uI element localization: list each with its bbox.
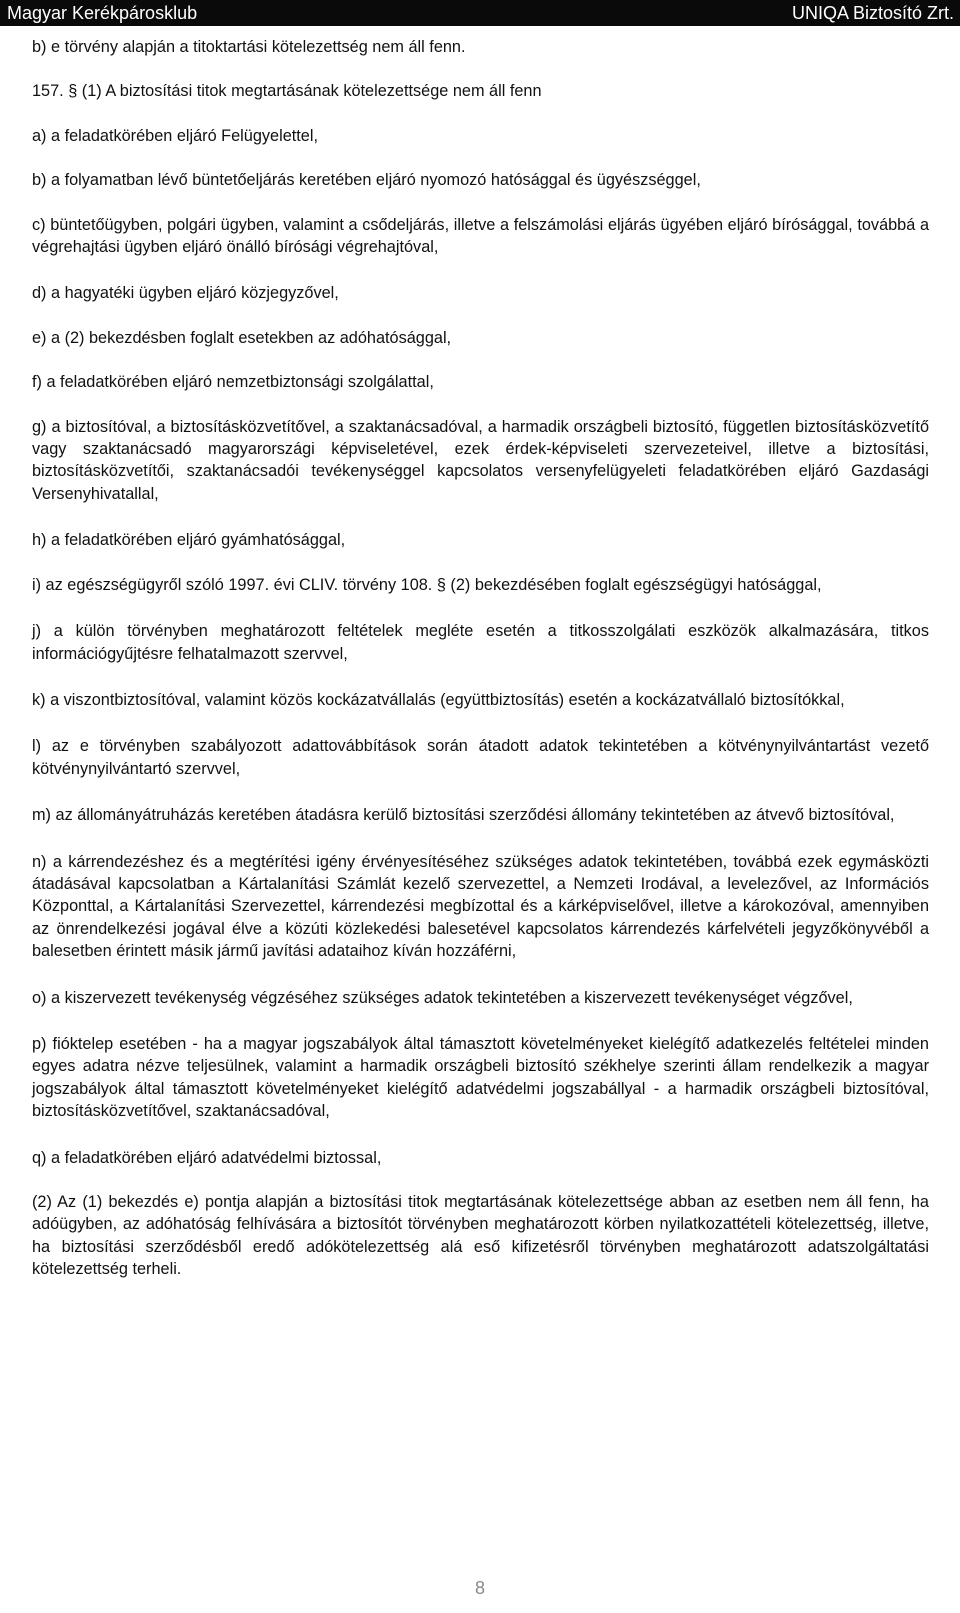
section-157-1-intro: 157. § (1) A biztosítási titok megtartásának kötelezettsége nem áll fenn xyxy=(32,82,542,101)
header-org-right: UNIQA Biztosító Zrt. xyxy=(791,3,954,23)
page-header xyxy=(0,0,960,26)
list-item-o: o) a kiszervezett tevékenység végzéséhez szükséges adatok tekintetében a kiszervezett tevékenységet végzővel, xyxy=(32,988,853,1007)
list-item-d: d) a hagyatéki ügyben eljáró közjegyzővel, xyxy=(32,284,339,303)
paragraph-b-no-obligation: b) e törvény alapján a titoktartási kötelezettség nem áll fenn. xyxy=(32,38,466,56)
list-item-f: f) a feladatkörében eljáró nemzetbiztonsági szolgálattal, xyxy=(32,373,434,392)
list-item-p: p) fióktelep esetében - ha a magyar jogszabályok által támasztott követelményeket kielégítő adatkezelés feltételei minden egyes adatra nézve teljesülnek, valamint a harmadik országbeli biztosító székhelye szerinti állam rendelkezik a magyar jogszabályok által támasztott követelményeket kielégítő adatvédelmi jogszabállyal - a harmadik országbeli biztosítóval, biztosításközvetítővel, szaktanácsadóval, xyxy=(32,1034,929,1121)
list-item-k: k) a viszontbiztosítóval, valamint közös kockázatvállalás (együttbiztosítás) esetén a kockázatvállaló biztosítókkal, xyxy=(32,690,845,709)
page-number: 8 xyxy=(474,1578,485,1598)
list-item-g: g) a biztosítóval, a biztosításközvetítővel, a szaktanácsadóval, a harmadik országbeli biztosító, független biztosításközvetítő vagy szaktanácsadó magyarországi képviseletével, ezek érdek-képviseleti szervezeteivel, illetve a biztosítási, biztosításközvetítői, szaktanácsadói tevékenységgel kapcsolatos versenyfelügyeleti feladatkörében eljáró Gazdasági Versenyhivatallal, xyxy=(32,417,929,503)
list-item-m: m) az állományátruházás keretében átadásra kerülő biztosítási szerződési állomány tekintetében az átvevő biztosítóval, xyxy=(32,806,895,825)
document-body xyxy=(32,36,929,1305)
list-item-b: b) a folyamatban lévő büntetőeljárás keretében eljáró nyomozó hatósággal és ügyészséggel, xyxy=(32,171,701,190)
list-item-c: c) büntetőügyben, polgári ügyben, valamint a csődeljárás, illetve a felszámolási eljárás ügyében eljáró bírósággal, továbbá a végrehajtási ügyben eljáró önálló bírósági végrehajtóval, xyxy=(32,215,929,257)
list-item-n: n) a kárrendezéshez és a megtérítési igény érvényesítéséhez szükséges adatok tekintetében, továbbá ezek egymásközti átadásával kapcsolatban a Kártalanítási Számlát kezelő szervezettel, a Nemzeti Irodával, a levelezővel, az Információs Központtal, a Kártalanítási Szervezettel, kárrendezési megbízottal és a kárképviselővel, illetve a károkozóval, amennyiben az önrendelkezési jogával élve a közúti közlekedési balesetével kapcsolatos kárrendezés kárfelvételi jegyzőkönyvéből a balesetben érintett másik jármű javítási adataihoz kíván hozzáférni, xyxy=(32,852,929,961)
list-item-i: i) az egészségügyről szóló 1997. évi CLIV. törvény 108. § (2) bekezdésében foglalt egészségügyi hatósággal, xyxy=(32,575,822,594)
section-157-2: (2) Az (1) bekezdés e) pontja alapján a biztosítási titok megtartásának kötelezettsége abban az esetben nem áll fenn, ha adóügyben, az adóhatóság felhívására a biztosítót törvényben meghatározott körben nyilatkozattételi kötelezettség, illetve, ha biztosítási szerződésből eredő adókötelezettség alá eső kifizetésről törvényben meghatározott adatszolgáltatási kötelezettség terheli. xyxy=(32,1193,929,1279)
header-org-left: Magyar Kerékpárosklub xyxy=(7,3,198,23)
list-item-e: e) a (2) bekezdésben foglalt esetekben az adóhatósággal, xyxy=(32,328,452,347)
list-item-q: q) a feladatkörében eljáró adatvédelmi biztossal, xyxy=(32,1148,382,1167)
list-item-h: h) a feladatkörében eljáró gyámhatósággal, xyxy=(32,531,346,550)
list-item-l: l) az e törvényben szabályozott adattovábbítások során átadott adatok tekintetében a kötvénynyilvántartást vezető kötvénynyilvántartó szervvel, xyxy=(32,737,929,778)
list-item-a: a) a feladatkörében eljáró Felügyelettel, xyxy=(32,126,319,145)
list-item-j: j) a külön törvényben meghatározott feltételek megléte esetén a titkosszolgálati eszközök alkalmazására, titkos információgyűjtésre felhatalmazott szervvel, xyxy=(32,622,929,663)
